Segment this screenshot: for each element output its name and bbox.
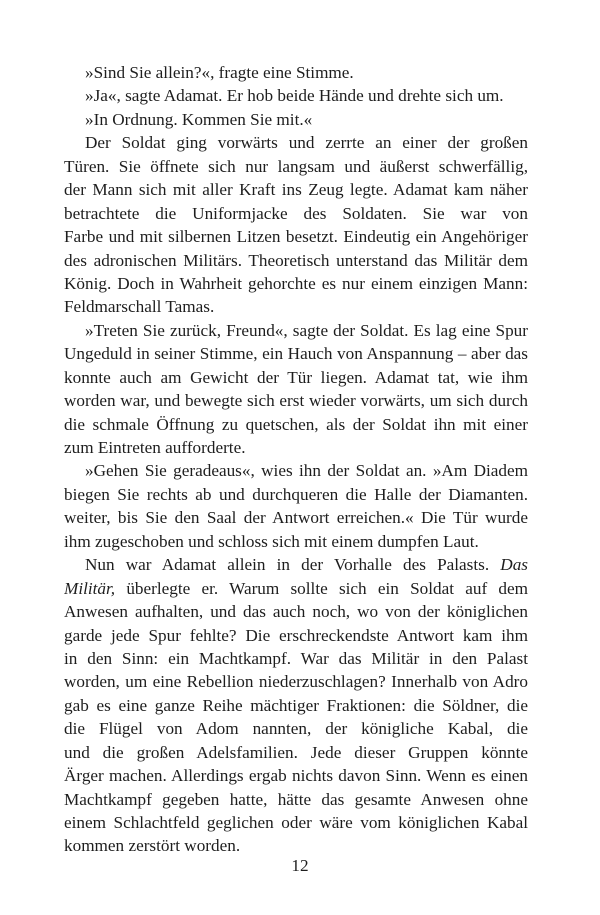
text-line: »Gehen Sie geradeaus«, wies ihn der Soldat an. »Am Diadem: [85, 461, 528, 481]
text-line: »Sind Sie allein?«, fragte eine Stimme.: [85, 63, 354, 82]
text-segment: überlegte er. Warum sollte sich ein Soldat auf dem: [126, 578, 528, 598]
text-line: kommen zerstört worden.: [64, 836, 241, 856]
text-line: »Ja«, sagte Adamat. Er hob beide Hände und drehte sich um.: [85, 86, 504, 106]
text-line: Ärger machen. Allerdings ergab nichts davon Sinn. Wenn es einen: [64, 766, 528, 786]
text-line: gab es eine ganze Reihe mächtiger Fraktionen: die Söldner, die: [64, 695, 528, 715]
text-line: »In Ordnung. Kommen Sie mit.«: [85, 109, 313, 129]
text-line: Ungeduld in seiner Stimme, ein Hauch von Anspannung – aber das: [64, 344, 528, 364]
text-line: Türen. Sie öffnete sich nur langsam und äußerst schwerfällig,: [64, 156, 528, 176]
text-line: Machtkampf gegeben hatte, hätte das gesamte Anwesen ohne: [64, 789, 528, 809]
text-line: konnte auch am Gewicht der Tür liegen. Adamat tat, wie ihm: [64, 367, 528, 387]
text-line: in den Sinn: ein Machtkampf. War das Militär in den Palast: [64, 648, 528, 668]
text-segment: Nun war Adamat allein in der Vorhalle des Palasts.: [85, 555, 501, 575]
text-line: die schmale Öffnung zu quetschen, als der Soldat ihn mit einer: [64, 414, 528, 434]
text-line: Anwesen aufhalten, und das auch noch, wo von der königlichen: [64, 602, 528, 622]
text-line: die Flügel von Adom nannten, der königliche Kabal, die: [64, 719, 528, 739]
text-line: des adronischen Militärs. Theoretisch unterstand das Militär dem: [64, 250, 528, 270]
text-line: zum Eintreten aufforderte.: [64, 438, 246, 457]
text-line: und die großen Adelsfamilien. Jede dieser Gruppen könnte: [64, 742, 528, 762]
page-number: 12: [291, 856, 309, 875]
italic-text: Das: [500, 555, 528, 575]
text-line: Der Soldat ging vorwärts und zerrte an einer der großen: [85, 133, 528, 153]
text-line: [64, 577, 528, 600]
italic-text: Militär,: [64, 578, 116, 598]
text-line: weiter, bis Sie den Saal der Antwort erreichen.« Die Tür wurde: [64, 508, 528, 528]
text-line: König. Doch in Wahrheit gehorchte es nur einem einzigen Mann:: [64, 273, 528, 293]
text-line: betrachtete die Uniformjacke des Soldaten. Sie war von: [64, 203, 528, 223]
text-line: [64, 553, 528, 576]
text-line: garde jede Spur fehlte? Die erschreckendste Antwort kam ihm: [64, 625, 528, 645]
text-line: worden, um eine Rebellion niederzuschlagen? Innerhalb von Adro: [64, 672, 528, 692]
text-line: »Treten Sie zurück, Freund«, sagte der Soldat. Es lag eine Spur: [85, 320, 528, 340]
text-line: einem Schlachtfeld geglichen oder wäre vom königlichen Kabal: [64, 813, 528, 832]
body-text: [64, 61, 528, 858]
text-line: worden war, und bewegte sich erst wieder vorwärts, um sich durch: [64, 391, 528, 411]
text-line: Farbe und mit silbernen Litzen besetzt. Eindeutig ein Angehöriger: [64, 227, 528, 247]
text-line: Feldmarschall Tamas.: [64, 297, 215, 317]
text-line: biegen Sie rechts ab und durchqueren die Halle der Diamanten.: [64, 484, 528, 504]
text-line: der Mann sich mit aller Kraft ins Zeug legte. Adamat kam näher: [64, 180, 528, 200]
text-line: ihm zugeschoben und schloss sich mit einem dumpfen Laut.: [64, 531, 479, 551]
